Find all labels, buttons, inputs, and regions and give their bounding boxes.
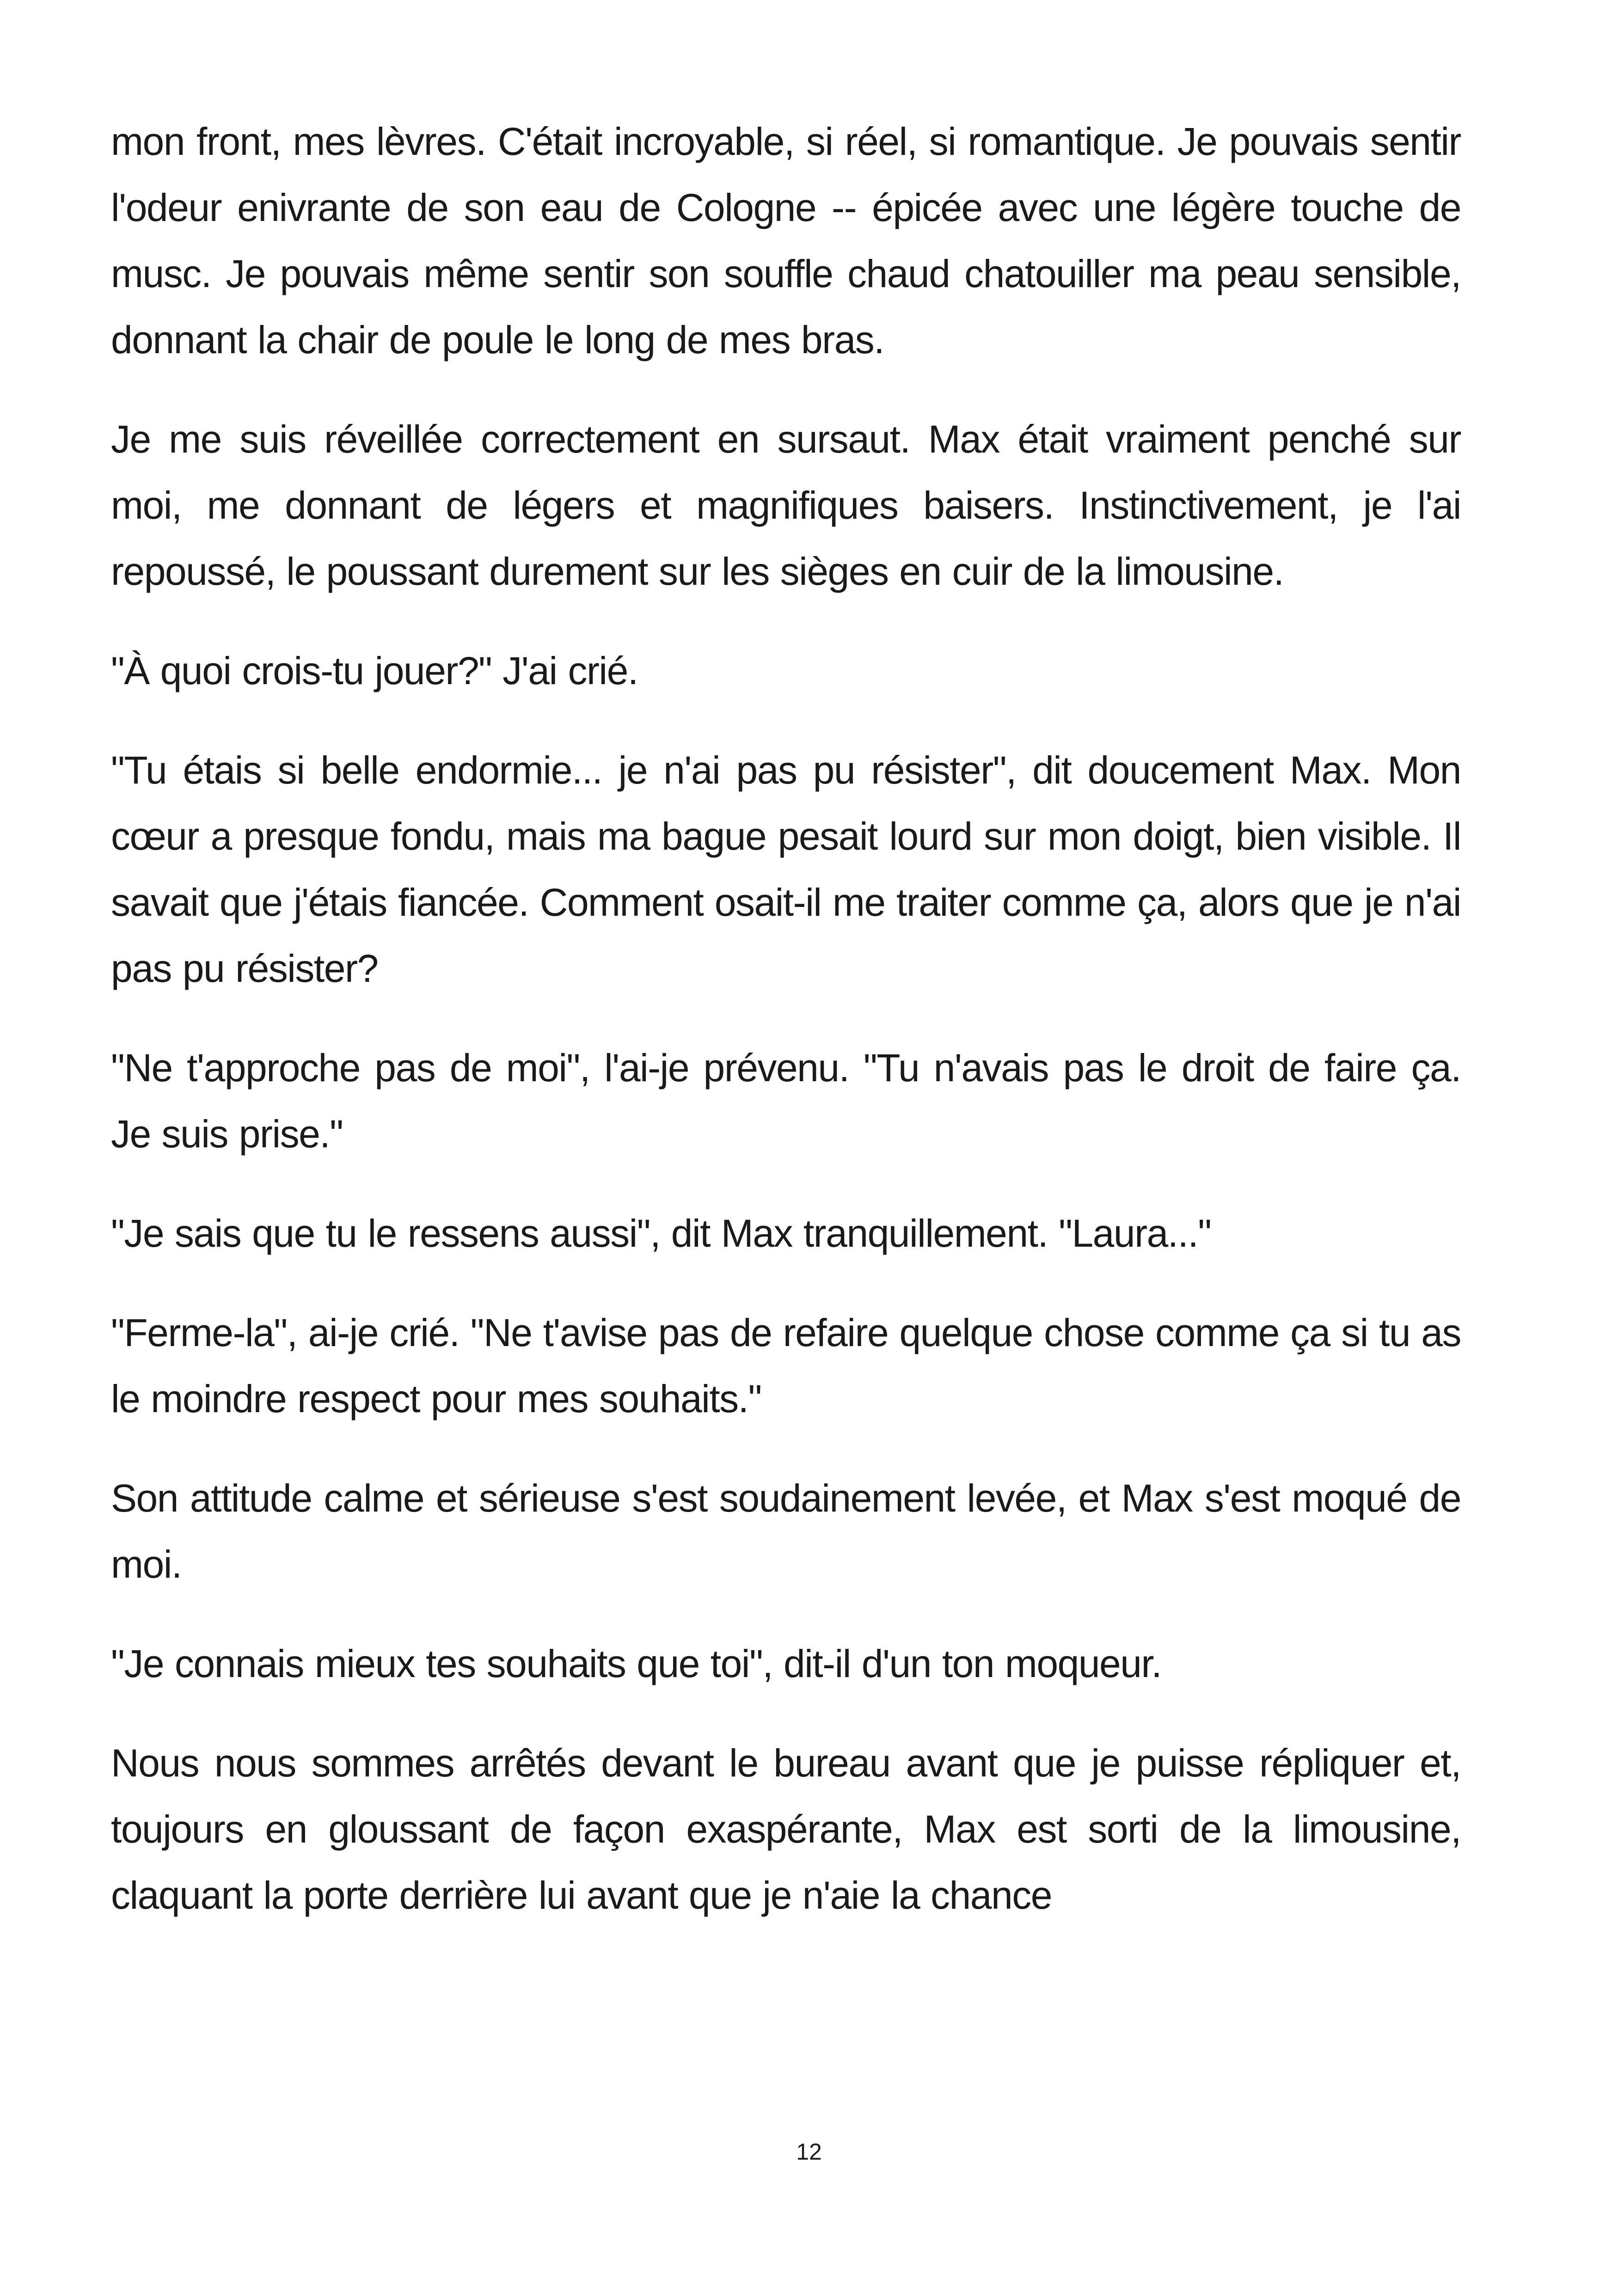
paragraph-3: "À quoi crois-tu jouer?" J'ai crié. bbox=[111, 649, 638, 692]
paragraph-4: "Tu étais si belle endormie... je n'ai pas pu résister", dit doucement Max. Mon cœur a presque fondu, mais ma bague pesait lourd sur mon doigt, bien visible. Il savait que j'étais fiancée. Comment osait-il me traiter comme ça, alors que je n'ai pas pu résister? bbox=[111, 748, 1461, 990]
paragraph-8: Son attitude calme et sérieuse s'est soudainement levée, et Max s'est moqué de moi. bbox=[111, 1476, 1461, 1586]
body-text bbox=[111, 109, 1461, 1929]
paragraph-6: "Je sais que tu le ressens aussi", dit Max tranquillement. "Laura..." bbox=[111, 1212, 1211, 1255]
paragraph-2: Je me suis réveillée correctement en sursaut. Max était vraiment penché sur moi, me donnant de légers et magnifiques baisers. Instinctivement, je l'ai repoussé, le poussant durement sur les sièges en cuir de la limousine. bbox=[111, 417, 1461, 593]
paragraph-10: Nous nous sommes arrêtés devant le bureau avant que je puisse répliquer et, toujours en gloussant de façon exaspérante, Max est sorti de la limousine, claquant la porte derrière lui avant que je n'aie la chance bbox=[111, 1741, 1461, 1917]
paragraph-7: "Ferme-la", ai-je crié. "Ne t'avise pas de refaire quelque chose comme ça si tu as le moindre respect pour mes souhaits." bbox=[111, 1311, 1461, 1420]
paragraph-9: "Je connais mieux tes souhaits que toi", dit-il d'un ton moqueur. bbox=[111, 1642, 1162, 1685]
paragraph-1: mon front, mes lèvres. C'était incroyable, si réel, si romantique. Je pouvais sentir l'odeur enivrante de son eau de Cologne -- épicée avec une légère touche de musc. Je pouvais même sentir son souffle chaud chatouiller ma peau sensible, donnant la chair de poule le long de mes bras. bbox=[111, 120, 1461, 361]
paragraph-5: "Ne t'approche pas de moi", l'ai-je prévenu. "Tu n'avais pas le droit de faire ça. Je suis prise." bbox=[111, 1046, 1461, 1156]
page-number: 12 bbox=[796, 2139, 822, 2165]
